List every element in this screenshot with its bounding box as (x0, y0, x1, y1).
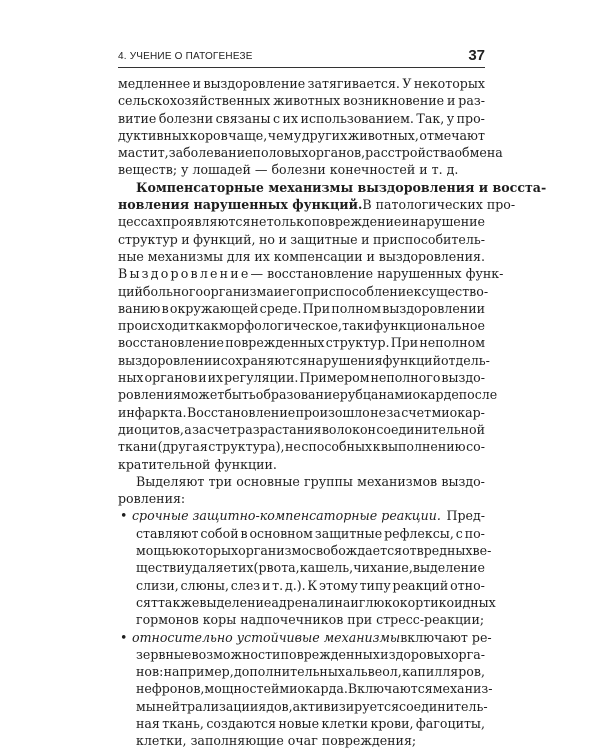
header-rule (118, 67, 485, 68)
text-line: витие болезни связаны с их использованием. Так, у про- (118, 110, 485, 126)
text-line: ществ и удаляет их (рвота, кашель, чихание, выделение (136, 560, 485, 576)
text-line: происходит как морфологическое, так и функциональное (118, 318, 485, 334)
text-line: ванию в окружающей среде. При полном выздоровлении (118, 300, 485, 316)
term-rest: — восстановление нарушенных функ- (250, 266, 504, 282)
first-rest: включают ре- (400, 629, 492, 645)
text-line: восстановление поврежденных структур. При неполном (118, 335, 485, 351)
text-line: медленнее и выздоровление затягивается. У некоторых (118, 76, 485, 91)
paragraph (118, 179, 547, 473)
paragraph (118, 473, 485, 508)
text-line: нефронов, мощностей миокарда. Включаются механиз- (136, 681, 493, 697)
text-line (118, 196, 516, 213)
page-number: 37 (468, 47, 485, 64)
text-line: слизи, слюны, слез и т. д.). К этому типу реакций отно- (136, 577, 485, 593)
text-line: цессах проявляются не только повреждение и нарушение (118, 214, 485, 230)
italic-term: срочные защитно-компенсаторные реакции. (132, 508, 441, 524)
section-title: 4. УЧЕНИЕ О ПАТОГЕНЕЗЕ (118, 51, 253, 62)
text-line: структур и функций, но и защитные и приспособитель- (118, 231, 485, 247)
bullet-item (118, 629, 493, 750)
text-line: ных органов и их регуляции. Примером неполного выздо- (118, 370, 485, 386)
text-line: Выделяют три основные группы механизмов выздо- (136, 473, 485, 489)
body-text (118, 75, 547, 750)
text-line (118, 265, 504, 282)
text-line: сельскохозяйственных животных возникновение и раз- (118, 93, 485, 109)
text-line: инфаркта. Восстановление произошло не за счет миокар- (118, 404, 485, 420)
text-line: ткани (другая структура), не способных к выполнению со- (118, 439, 485, 455)
text-line: гормонов коры надпочечников при стресс-реакции; (136, 612, 485, 628)
lead-rest: В патологических про- (362, 197, 516, 213)
bullet-item (118, 507, 496, 628)
spaced-term: Выздоровление (118, 266, 251, 282)
italic-term: относительно устойчивые механизмы (132, 629, 401, 645)
text-line: дуктивных коров чаще, чем у других животных, отмечают (118, 127, 485, 143)
running-header (118, 40, 485, 66)
text-line: ровления может быть образование рубца на миокарде после (118, 387, 498, 403)
text-line: мастит, заболевание половых органов, расстройства обмена (118, 145, 503, 161)
bold-lead: Компенсаторные механизмы выздоровления и восста- (136, 179, 547, 195)
text-line: клетки, заполняющие очаг повреждения; (136, 733, 417, 749)
text-line: зервные возможности поврежденных и здоровых орга- (136, 646, 485, 662)
text-line: выздоровлении сохраняются нарушения функций отдель- (118, 352, 490, 368)
text-line: сят также выделение адреналина и глюкокортикоидных (136, 594, 496, 610)
text-line: ставляют собой в основном защитные рефлексы, с по- (136, 525, 485, 541)
bullet-marker: • относительно устойчивые механизмы (120, 629, 401, 645)
text-line: веществ; у лошадей — болезни конечностей и т. д. (118, 162, 459, 178)
text-line: ная ткань, создаются новые клетки крови, фагоциты, (136, 715, 485, 731)
bold-lead: новления нарушенных функций. (118, 197, 363, 213)
bullet-marker: • срочные защитно-компенсаторные реакции. (120, 508, 441, 524)
first-rest: Пред- (446, 508, 485, 524)
text-line: диоцитов, а за счет разрастания волокон соединительной (118, 421, 485, 437)
text-line: нов: например, дополнительных альвеол, капилляров, (136, 664, 485, 680)
text-line: мощью которых организм освобождается от вредных ве- (136, 543, 492, 559)
text-line: кратительной функции. (118, 456, 277, 472)
text-line: ные механизмы для их компенсации и выздоровления. (118, 248, 485, 264)
text-line (118, 629, 492, 646)
paragraph (118, 75, 503, 179)
text-line (118, 179, 547, 196)
text-line (118, 507, 485, 524)
text-line: мы нейтрализации ядов, активизируется соединитель- (136, 698, 488, 714)
text-line: ровления: (118, 491, 186, 507)
text-line: ций больного организма и его приспособление к существо- (118, 283, 489, 299)
